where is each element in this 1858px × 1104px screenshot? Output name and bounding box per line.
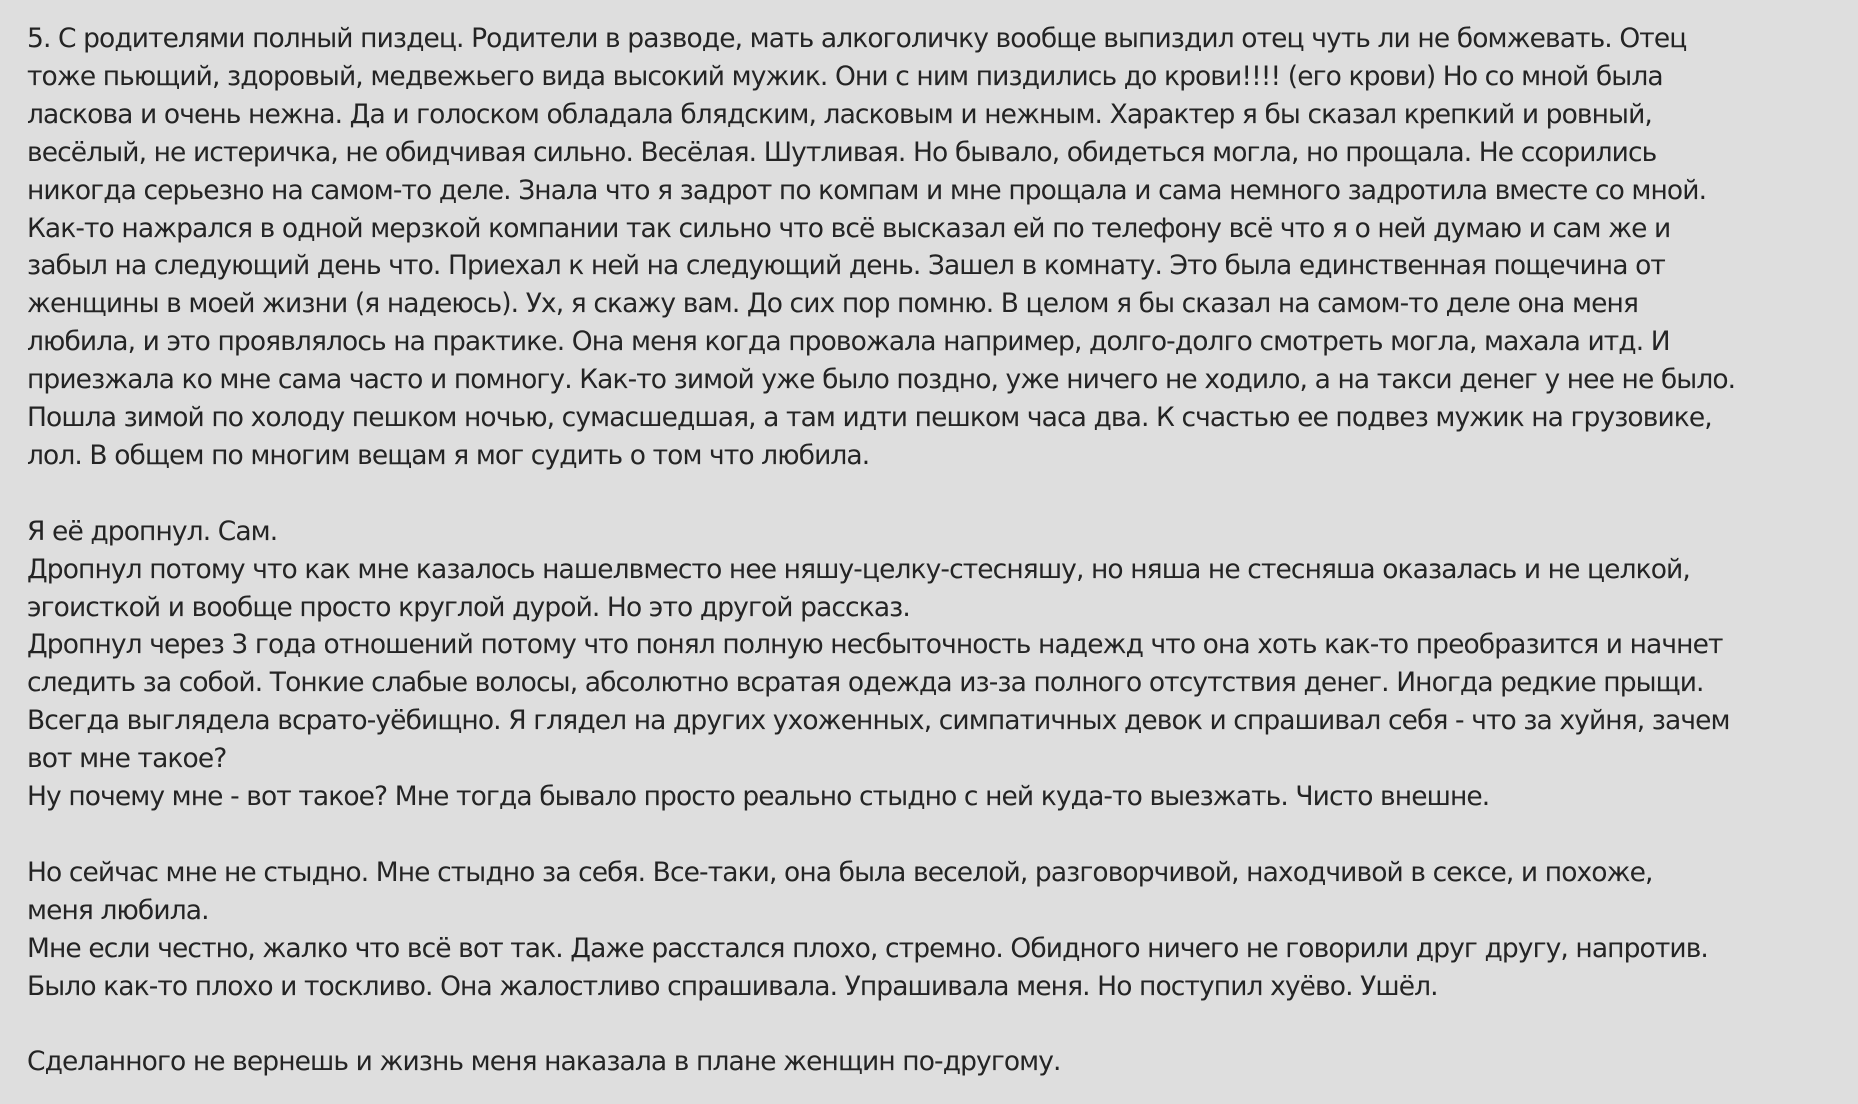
- paragraph-conclusion: Сделанного не вернешь и жизнь меня наказала в плане женщин по-другому.: [27, 1046, 1061, 1078]
- paragraph-parents: 5. С родителями полный пиздец. Родители в разводе, мать алкоголичку вообще выпиздил отец чуть ли не бомжевать. Отец тоже пьющий, здоровый, медвежьего вида высокий мужик. Они с ним пиздились до крови!!!! (его крови) Но со мной была ласкова и очень нежна. Да и голоском обладала блядским, ласковым и нежным. Характер я бы сказал крепкий и ровный, весёлый, не истеричка, не обидчивая сильно. Весёлая. Шутливая. Но бывало, обидеться могла, но прощала. Не ссорились никогда серьезно на самом-то деле. Знала что я задрот по компам и мне прощала и сама немного задротила вместе со мной. Как-то нажрался в одной мерзкой компании так сильно что всё высказал ей по телефону всё что я о ней думаю и сам же и забыл на следующий день что. Приехал к ней на следующий день. Зашел в комнату. Это была единственная пощечина от женщины в моей жизни (я надеюсь). Ух, я скажу вам. До сих пор помню. В целом я бы сказал на самом-то деле она меня любила, и это проявлялось на практике. Она меня когда провожала например, долго-долго смотреть могла, махала итд. И приезжала ко мне сама часто и помногу. Как-то зимой уже было поздно, уже ничего не ходило, а на такси денег у нее не было. Пошла зимой по холоду пешком ночью, сумасшедшая, а там идти пешком часа два. К счастью ее подвез мужик на грузовике, лол. В общем по многим вещам я мог судить о том что любила.: [27, 23, 1736, 471]
- paragraph-breakup: Я её дропнул. Сам. Дропнул потому что как мне казалось нашелвместо нее няшу-целку-стесняшу, но няша не стесняша оказалась и не целкой, эгоисткой и вообще просто круглой дурой. Но это другой рассказ. Дропнул через 3 года отношений потому что понял полную несбыточность надежд что она хоть как-то преобразится и начнет следить за собой. Тонкие слабые волосы, абсолютно всратая одежда из-за полного отсутствия денег. Иногда редкие прыщи. Всегда выглядела всрато-уёбищно. Я глядел на других ухоженных, симпатичных девок и спрашивал себя - что за хуйня, зачем вот мне такое? Ну почему мне - вот такое? Мне тогда бывало просто реально стыдно с ней куда-то выезжать. Чисто внешне.: [27, 515, 1730, 813]
- paragraph-regret: Но сейчас мне не стыдно. Мне стыдно за себя. Все-таки, она была веселой, разговорчивой, находчивой в сексе, и похоже, меня любила. Мне если честно, жалко что всё вот так. Даже расстался плохо, стремно. Обидного ничего не говорили друг другу, напротив. Было как-то плохо и тоскливо. Она жалостливо спрашивала. Упрашивала меня. Но поступил хуёво. Ушёл.: [27, 856, 1708, 1002]
- post-body: [27, 20, 1847, 1081]
